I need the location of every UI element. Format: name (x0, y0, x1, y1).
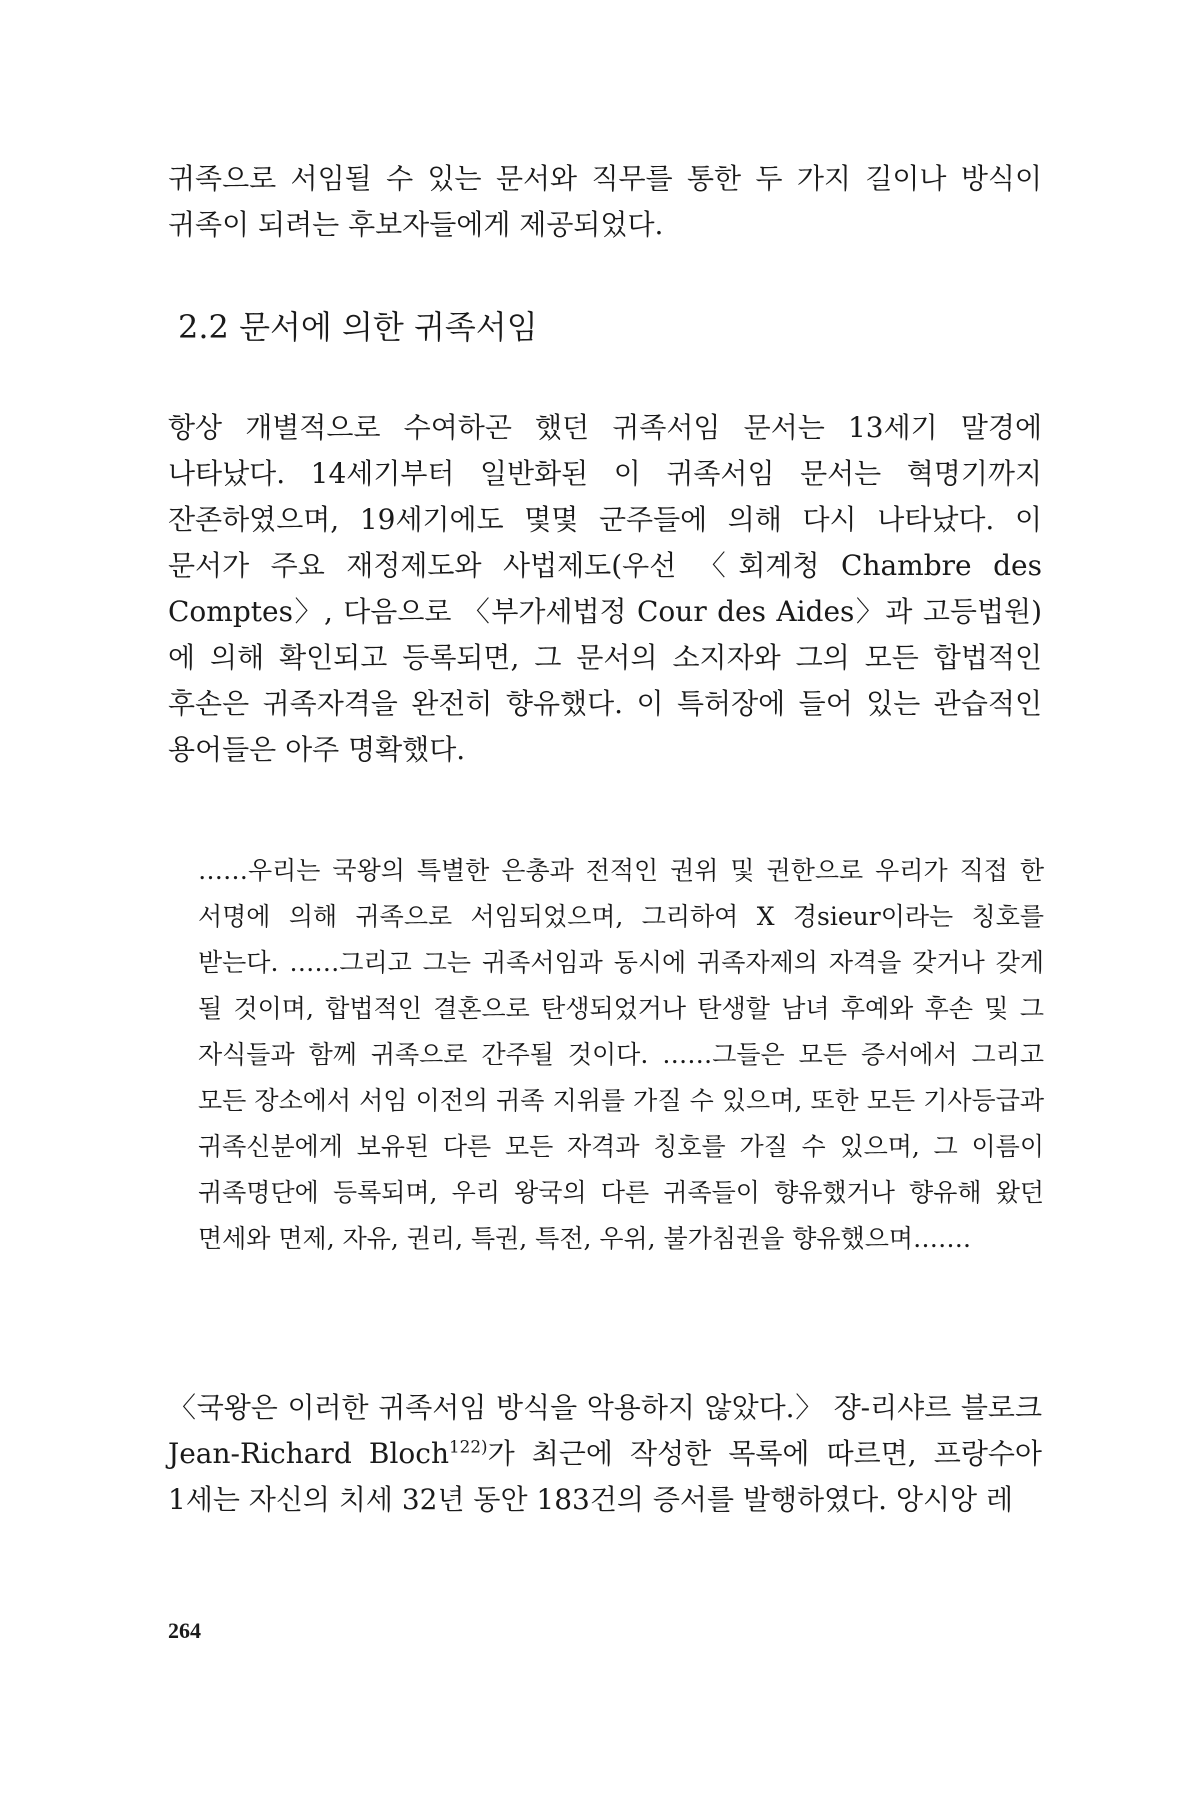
paragraph-patent-letters: 항상 개별적으로 수여하곤 했던 귀족서임 문서는 13세기 말경에 나타났다. 14세기부터 일반화된 이 귀족서임 문서는 혁명기까지 잔존하였으며, 19세기에도 몇몇 군주들에 의해 다시 나타났다. 이 문서가 주요 재정제도와 사법제도(우선 〈회계청 Chambre des Comptes〉, 다음으로 〈부가세법정 Cour des Aides〉과 고등법원)에 의해 확인되고 등록되면, 그 문서의 소지자와 그의 모든 합법적인 후손은 귀족자격을 완전히 향유했다. 이 특허장에 들어 있는 관습적인 용어들은 아주 명확했다. (168, 411, 1042, 766)
paragraph-text-before-ref: 〈국왕은 이러한 귀족서임 방식을 악용하지 않았다.〉 쟝-리샤르 블로크 Jean-Richard Bloch (168, 1391, 1042, 1470)
block-quote: ……우리는 국왕의 특별한 은총과 전적인 권위 및 권한으로 우리가 직접 한 서명에 의해 귀족으로 서임되었으며, 그리하여 X 경sieur이라는 칭호를 받는다. ……그리고 그는 귀족서임과 동시에 귀족자제의 자격을 갖거나 갖게 될 것이며, 합법적인 결혼으로 탄생되었거나 탄생할 남녀 후예와 후손 및 그 자식들과 함께 귀족으로 간주될 것이다. ……그들은 모든 증서에서 그리고 모든 장소에서 서임 이전의 귀족 지위를 가질 수 있으며, 또한 모든 기사등급과 귀족신분에게 보유된 다른 모든 자격과 칭호를 가질 수 있으며, 그 이름이 귀족명단에 등록되며, 우리 왕국의 다른 귀족들이 향유했거나 향유해 왔던 면세와 면제, 자유, 권리, 특권, 특전, 우위, 불가침권을 향유했으며……. (198, 856, 1044, 1253)
page-number: 264 (168, 1618, 201, 1643)
section-heading: 2.2 문서에 의한 귀족서임 (178, 308, 538, 346)
paragraph-text-after-ref: 가 최근에 작성한 목록에 따르면, 프랑수아 1세는 자신의 치세 32년 동안 183건의 증서를 발행하였다. 앙시앙 레 (168, 1437, 1042, 1516)
paragraph-intro: 귀족으로 서임될 수 있는 문서와 직무를 통한 두 가지 길이나 방식이 귀족이 되려는 후보자들에게 제공되었다. (168, 162, 1042, 241)
paragraph-bloch-list (168, 1385, 1042, 1523)
footnote-reference: 122) (448, 1436, 488, 1457)
